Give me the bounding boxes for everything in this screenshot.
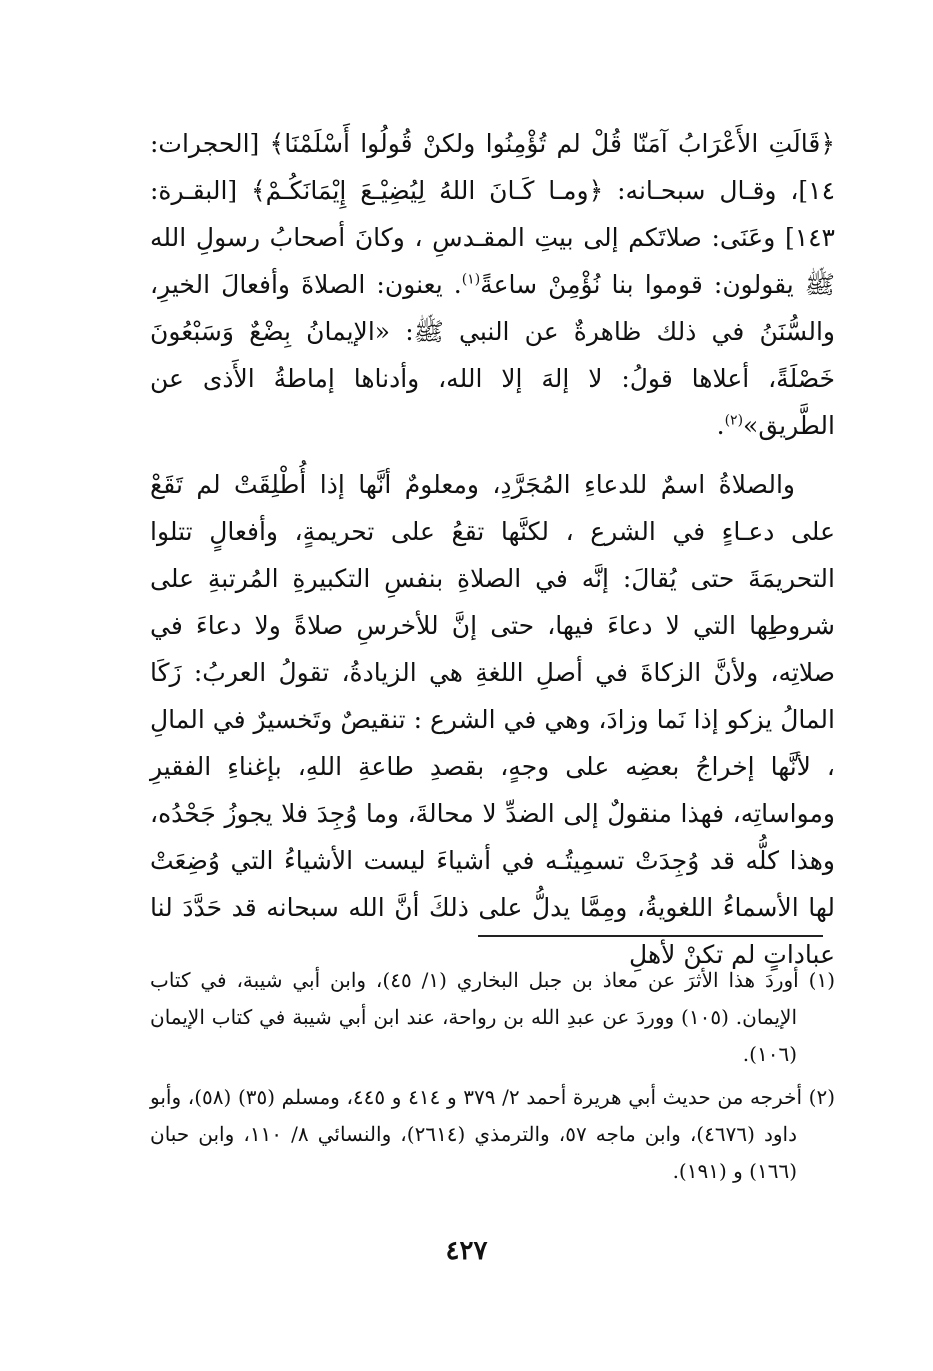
footnote-2 [150, 1079, 835, 1190]
paragraph-1-middle: . يعنون: الصلاةَ وأفعالَ الخيرِ، والسُّنَنُ في ذلك ظاهرةٌ عن النبي ﷺ: «الإيمانُ بِضْعٌ وَسَبْعُونَ خَصْلَةً، أعلاها قولُ: لا إلهَ إلا الله، وأدناها إماطةُ الأَذى عن الطَّريق» [150, 270, 835, 440]
footnote-1 [150, 962, 835, 1073]
footnote-divider [478, 935, 823, 937]
page-number: ٤٢٧ [445, 1236, 488, 1266]
paragraph-1-start: ﴿قَالَتِ الأَعْرَابُ آمَنّا قُلْ لم تُؤْمِنُوا ولكنْ قُولُوا أَسْلَمْنَا﴾ [الحجرات: ١٤]، وقـال سبحـانه: ﴿ومـا كَـانَ اللهُ لِيُضِيْـعَ إِيْمَانَكُـمْ﴾ [البقـرة: ١٤٣] وعَنَى: صلاتَكم إلى بيتِ المقـدسِ ، وكانَ أصحابُ رسولِ الله ﷺ يقولون: قوموا بنا نُؤْمِنْ ساعةً [150, 129, 836, 299]
footnote-2-text: أخرجه من حديث أبي هريرة أحمد ٢/ ٣٧٩ و ٤١٤ و ٤٤٥، ومسلم (٣٥) (٥٨)، وأبو داود (٤٦٧٦)، وابن ماجه ٥٧، والترمذي (٢٦١٤)، والنسائي ٨/ ١١٠، وابن حبان (١٦٦) و (١٩١). [150, 1085, 802, 1183]
footnote-2-marker: (٢) [808, 1085, 836, 1109]
footnote-reference-2: (٢) [724, 412, 744, 429]
footnote-reference-1: (١) [461, 271, 481, 288]
footnote-1-marker: (١) [808, 968, 836, 992]
paragraph-1 [150, 120, 835, 449]
main-text [150, 120, 835, 978]
footnote-1-text: أوردَ هذا الأثرَ عن معاذ بن جبل البخاري (١/ ٤٥)، وابن أبي شيبة، في كتاب الإيمان. (١٠٥) ووردَ عن عبدِ الله بن رواحة، عند ابن أبي شيبة في كتاب الإيمان (١٠٦). [150, 968, 799, 1066]
footnotes [150, 962, 835, 1196]
paragraph-2: والصلاةُ اسمٌ للدعاءِ المُجَرَّدِ، ومعلومٌ أنَّها إذا أُطْلِقَتْ لم تَقَعْ على دعـاءٍ في الشرع ، لكنَّها تقعُ على تحريمةٍ، وأفعالٍ تتلوا التحريمَةَ حتى يُقالَ: إنَّه في الصلاةِ بنفسِ التكبيرةِ المُرتبةِ على شروطِها التي لا دعاءَ فيها، حتى إنَّ للأخرسِ صلاةً ولا دعاءَ في صلاتِه، ولأنَّ الزكاةَ في أصلِ اللغةِ هي الزيادةُ، تقولُ العربُ: زَكَا المالُ يزكو إذا نَما وزادَ، وهي في الشرع : تنقيصٌ وتَخسيرٌ في المالِ ، لأنَّها إخراجُ بعضِه على وجهٍ، بقصدِ طاعةِ اللهِ، بإغناءِ الفقيرِ ومواساتِه، فهذا منقولٌ إلى الضدِّ لا محالةَ، وما وُجِدَ فلا يجوزُ جَحْدُه، وهذا كلُّه قد وُجِدَتْ تسمِيتُـه في أشياءَ ليست الأشياءُ التي وُضِعَتْ لها الأسماءُ اللغويةُ، ومِمَّا يدلُّ على ذلكَ أنَّ الله سبحانه قد حَدَّدَ لنا عباداتٍ لم تكنْ لأهلِ [150, 470, 835, 969]
paragraph-1-end: . [716, 411, 725, 440]
